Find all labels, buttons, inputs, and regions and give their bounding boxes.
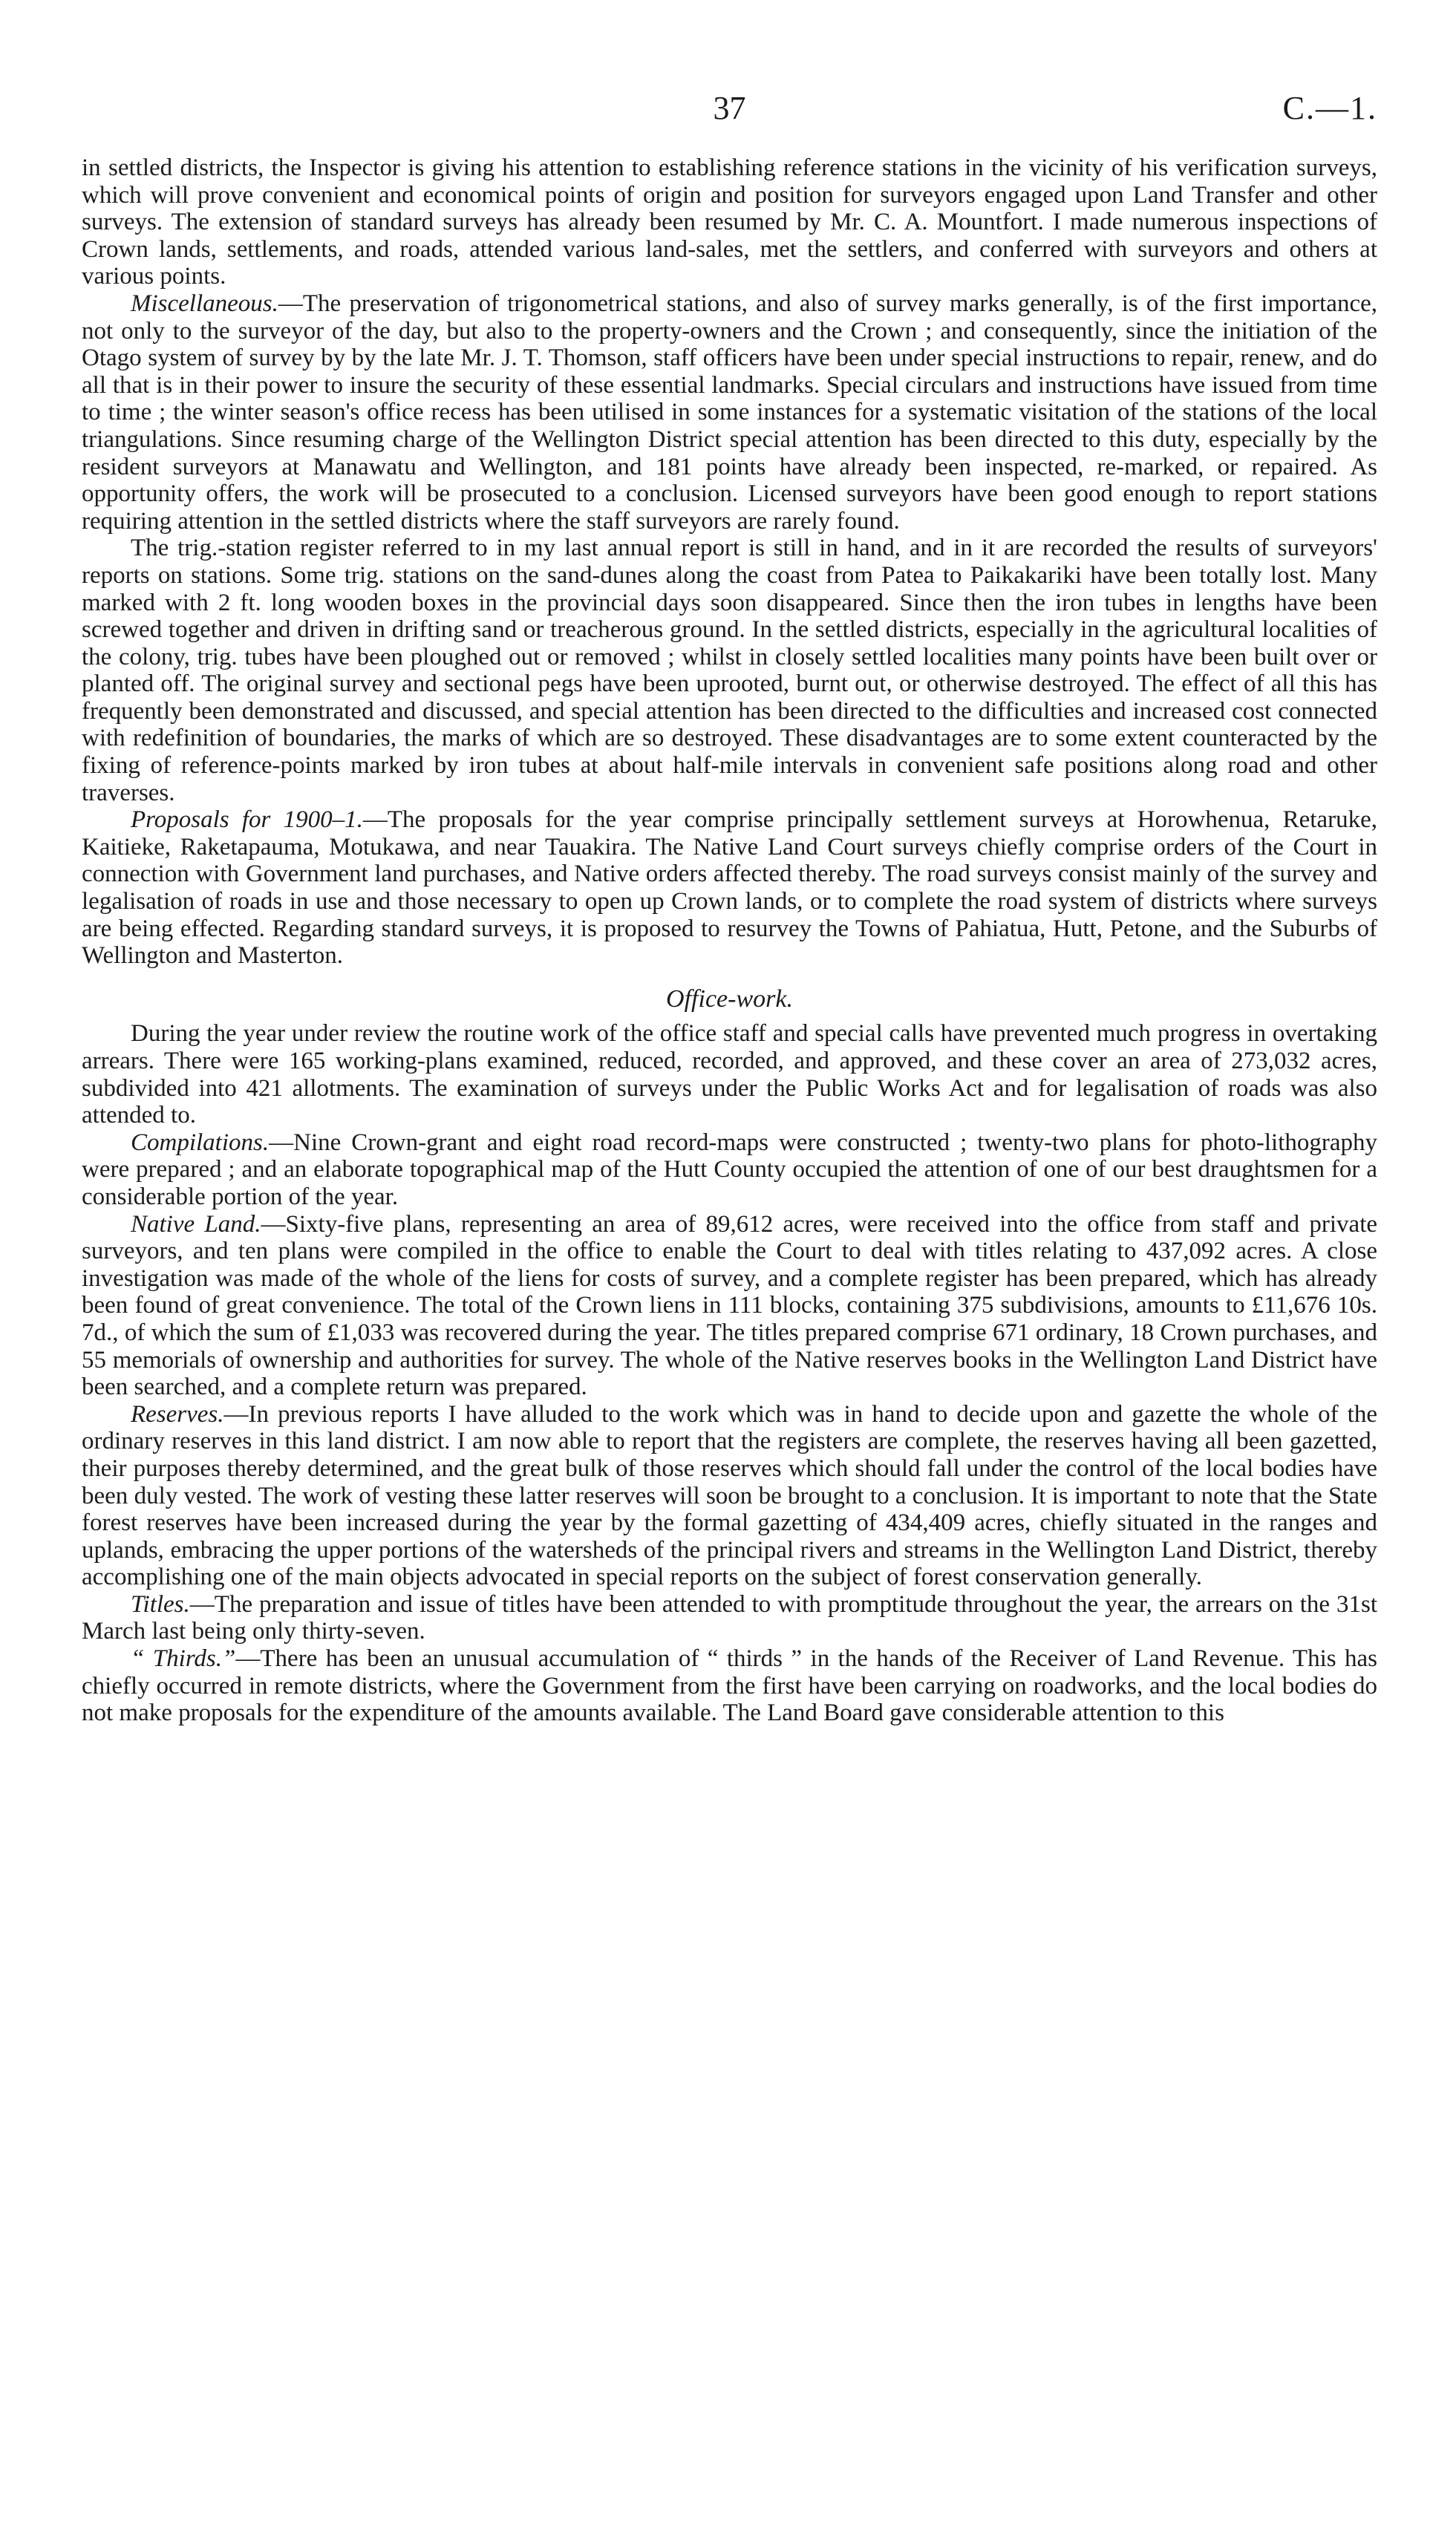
paragraph-text: —The preservation of trigonometrical stations, and also of survey marks generally, is of the first importance, not only to the surveyor of the day, but also to the property-owners and the Crown ; and consequently, since the initiation of the Otago system of survey by by the late Mr. J. T. Thomson, staff officers have been under special instructions to repair, renew, and do all that is in their power to insure the security of these essential landmarks. Special circulars and instructions have issued from time to time ; the winter season's office recess has been utilised in some instances for a systematic visitation of the stations of the local triangulations. Since resuming charge of the Wellington District special attention has been directed to this duty, especially by the resident surveyors at Manawatu and Wellington, and 181 points have already been inspected, re-marked, or repaired. As opportunity offers, the work will be prosecuted to a conclusion. Licensed surveyors have been good enough to report stations requiring attention in the settled districts where the staff surveyors are rarely found. xyxy=(82,290,1377,535)
paragraph-proposals xyxy=(82,806,1377,970)
report-body xyxy=(82,154,1377,1727)
paragraph-text: —Sixty-five plans, representing an area of 89,612 acres, were received into the office from staff and private surveyors, and ten plans were compiled in the office to enable the Court to deal with titles relating to 437,092 acres. A close investigation was made of the whole of the liens for costs of survey, and a complete register has been prepared, which has already been found of great convenience. The total of the Crown liens in 111 blocks, containing 375 subdivisions, amounts to £11,676 10s. 7d., of which the sum of £1,033 was recovered during the year. The titles prepared comprise 671 ordinary, 18 Crown purchases, and 55 memorials of ownership and authorities for survey. The whole of the Native reserves books in the Wellington Land District have been searched, and a complete return was prepared. xyxy=(82,1210,1378,1401)
paragraph-reserves xyxy=(82,1401,1377,1591)
paragraph-lead: Titles. xyxy=(131,1590,190,1618)
paragraph-lead: Native Land. xyxy=(131,1210,261,1238)
paragraph-text: —The preparation and issue of titles have been attended to with promptitude throughout the year, the arrears on the 31st March last being only thirty-seven. xyxy=(82,1590,1377,1645)
paragraph-lead: Miscellaneous. xyxy=(131,290,278,317)
document-page xyxy=(82,89,1377,1727)
paragraph-native-land xyxy=(82,1211,1377,1401)
paragraph-text: —Nine Crown-grant and eight road record-maps were constructed ; twenty-two plans for photo-lithography were prepared ; and an elaborate topographical map of the Hutt County occupied the attention of one of our best draughtsmen for a considerable portion of the year. xyxy=(82,1129,1377,1210)
paragraph-lead: Compilations. xyxy=(131,1129,270,1156)
paragraph-text: in settled districts, the Inspector is giving his attention to establishing reference stations in the vicinity of his verification surveys, which will prove convenient and economical points of origin and position for surveyors engaged upon Land Transfer and other surveys. The extension of standard surveys has already been resumed by Mr. C. A. Mountfort. I made numerous inspections of Crown lands, settlements, and roads, attended various land-sales, met the settlers, and conferred with surveyors and others at various points. xyxy=(82,154,1377,290)
paragraph-lead: Proposals for 1900–1. xyxy=(131,806,363,834)
paragraph-text: The trig.-station register referred to in my last annual report is still in hand, and in it are recorded the results of surveyors' reports on stations. Some trig. stations on the sand-dunes along the coast from Patea to Paikakariki have been totally lost. Many marked with 2 ft. long wooden boxes in the provincial days soon disappeared. Since then the iron tubes in lengths have been screwed together and driven in drifting sand or treacherous ground. In the settled districts, especially in the agricultural localities of the colony, trig. tubes have been ploughed out or removed ; whilst in closely settled localities many points have been built over or planted off. The original survey and sectional pegs have been uprooted, burnt out, or otherwise destroyed. The effect of all this has frequently been demonstrated and discussed, and special attention has been directed to the difficulties and increased cost connected with redefinition of boundaries, the marks of which are so destroyed. These disadvantages are to some extent counteracted by the fixing of reference-points marked by iron tubes at about half-mile intervals in convenient safe positions along road and other traverses. xyxy=(82,535,1377,806)
paragraph-compilations xyxy=(82,1129,1377,1211)
page-header xyxy=(82,89,1377,134)
paragraph-lead: “ Thirds.” xyxy=(131,1645,236,1673)
paragraph-text: —In previous reports I have alluded to the work which was in hand to decide upon and gazette the whole of the ordinary reserves in this land district. I am now able to report that the registers are complete, the reserves having all been gazetted, their purposes thereby determined, and the great bulk of those reserves which should fall under the control of the local bodies have been duly vested. The work of vesting these latter reserves will soon be brought to a conclusion. It is important to note that the State forest reserves have been increased during the year by the formal gazetting of 434,409 acres, chiefly situated in the ranges and uplands, embracing the upper portions of the watersheds of the principal rivers and streams in the Wellington Land District, thereby accomplishing one of the main objects advocated in special reports on the subject of forest conservation generally. xyxy=(82,1400,1377,1591)
section-heading-office-work: Office-work. xyxy=(666,984,793,1013)
paragraph-titles xyxy=(82,1591,1377,1645)
paragraph-office-routine xyxy=(82,1020,1377,1129)
document-reference: C.—1. xyxy=(1282,90,1377,126)
paragraph-text: —There has been an unusual accumulation of “ thirds ” in the hands of the Receiver of Land Revenue. This has chiefly occurred in remote districts, where the Government from the first have been carrying on roadworks, and the local bodies do not make proposals for the expenditure of the amounts available. The Land Board gave considerable attention to this xyxy=(82,1645,1378,1727)
paragraph-lead: Reserves. xyxy=(131,1400,224,1428)
paragraph-thirds xyxy=(82,1645,1377,1727)
paragraph-text: —The proposals for the year comprise principally settlement surveys at Horowhenua, Retaruke, Kaitieke, Raketapauma, Motukawa, and near Tauakira. The Native Land Court surveys chiefly comprise orders of the Court in connection with Government land purchases, and Native orders affected thereby. The road surveys consist mainly of the survey and legalisation of roads in use and those necessary to open up Crown lands, or to complete the road system of districts where surveys are being effected. Regarding standard surveys, it is proposed to resurvey the Towns of Pahiatua, Hutt, Petone, and the Suburbs of Wellington and Masterton. xyxy=(82,806,1378,970)
paragraph-miscellaneous xyxy=(82,290,1377,535)
paragraph-trig-station-register xyxy=(82,535,1377,806)
paragraph-text: During the year under review the routine work of the office staff and special calls have prevented much progress in overtaking arrears. There were 165 working-plans examined, reduced, recorded, and approved, and these cover an area of 273,032 acres, subdivided into 421 allotments. The examination of surveys under the Public Works Act and for legalisation of roads was also attended to. xyxy=(82,1020,1377,1129)
page-number: 37 xyxy=(713,90,746,126)
paragraph-settled-districts xyxy=(82,154,1377,290)
